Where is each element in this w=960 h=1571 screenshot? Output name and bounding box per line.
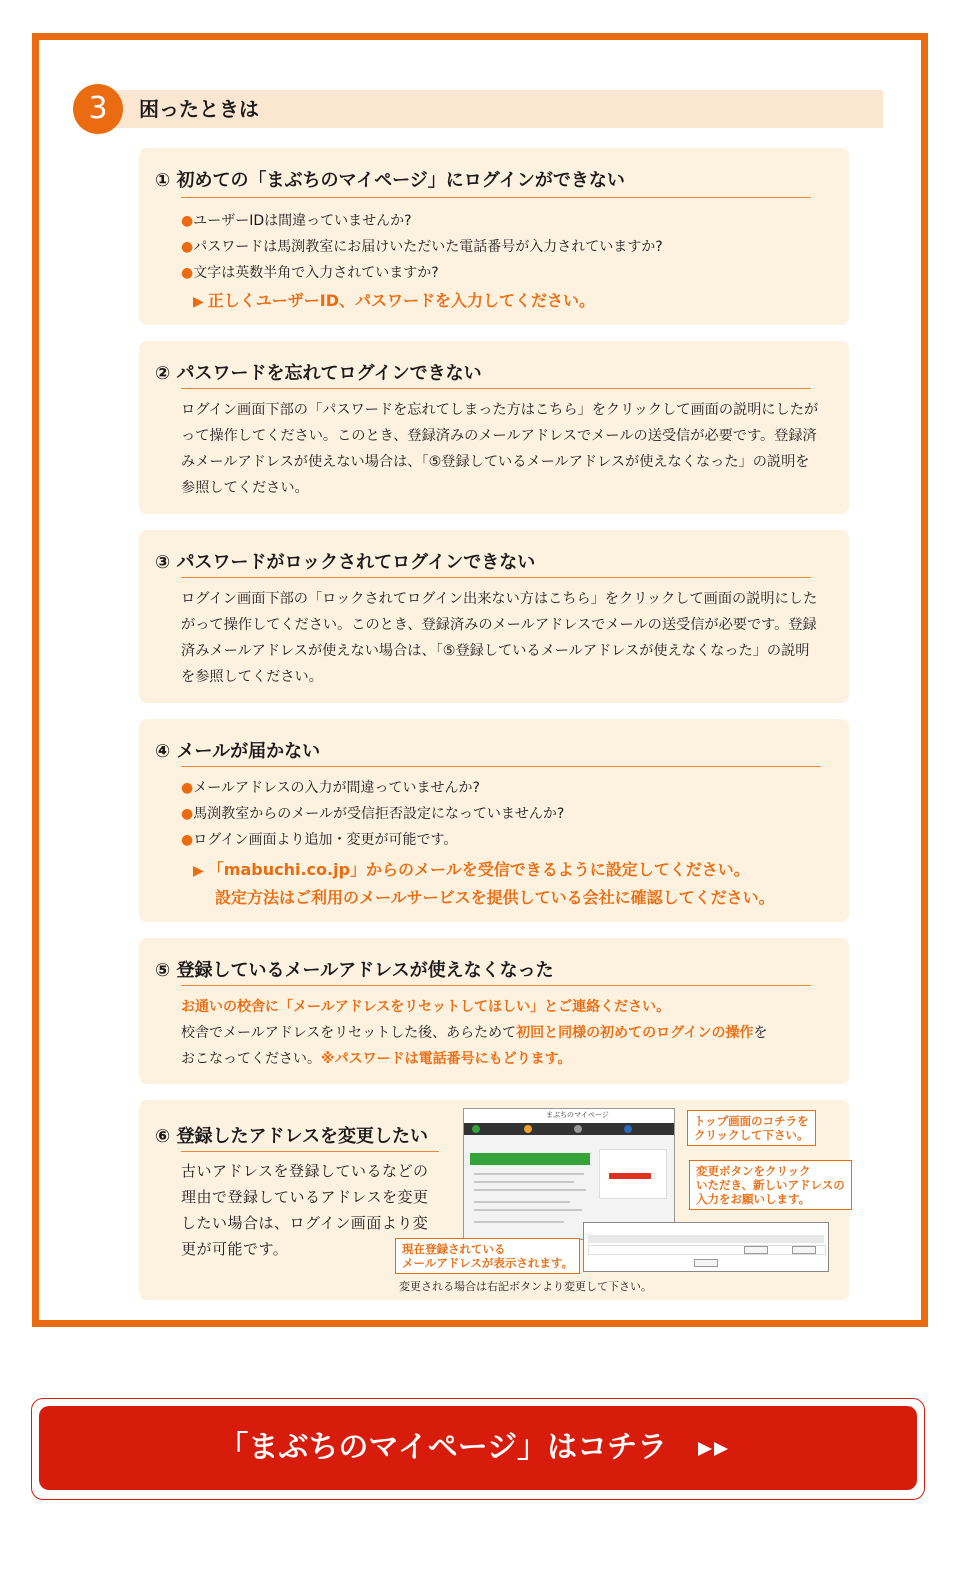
section-title: 困ったときは	[139, 97, 259, 121]
callout-change-button: 変更ボタンをクリック いただき、新しいアドレスの 入力をお願いします。	[689, 1160, 852, 1210]
callout-current-address: 現在登録されている メールアドレスが表示されます。	[395, 1238, 580, 1274]
card-body: ログイン画面下部の「ロックされてログイン出来ない方はこちら」をクリックして画面の説明にしたがって操作してください。このとき、登録済みのメールアドレスでメールの送受信が必要です。登録済みメールアドレスが使えない場合は、「⑤登録しているメールアドレスが使えなくなった」の説明を参照してください。	[181, 591, 818, 685]
card-address-unusable	[139, 938, 849, 1084]
list-item: ●メールアドレスの入力が間違っていませんか?	[181, 780, 480, 796]
divider	[181, 1151, 439, 1152]
list-item: ●ユーザーIDは間違っていませんか?	[181, 213, 412, 229]
section-number-badge: 3	[73, 84, 123, 134]
card-change-address	[139, 1100, 849, 1300]
list-item: ●パスワードは馬渕教室にお届けいただいた電話番号が入力されていますか?	[181, 239, 663, 255]
card-login-first-time	[139, 148, 849, 325]
reset-note-2: おこなってください。※パスワードは電話番号にもどります。	[181, 1051, 572, 1067]
triangle-icon: ▶	[193, 863, 204, 879]
callout-top-screen: トップ画面のコチラを クリックして下さい。	[687, 1110, 816, 1146]
screenshot-nav	[464, 1123, 674, 1135]
screenshot-header	[464, 1109, 674, 1124]
card-title: ③ パスワードがロックされてログインできない	[155, 552, 536, 573]
divider	[181, 766, 821, 767]
screenshot-green-bar	[470, 1153, 590, 1165]
card-title: ⑤ 登録しているメールアドレスが使えなくなった	[155, 960, 554, 981]
double-chevron-right-icon	[698, 1439, 738, 1459]
card-mail-not-arriving	[139, 719, 849, 922]
mypage-link-button[interactable]	[39, 1406, 917, 1490]
screenshot-login-button	[609, 1173, 651, 1179]
action-note-2: 設定方法はご利用のメールサービスを提供している会社に確認してください。	[215, 888, 775, 907]
card-title: ⑥ 登録したアドレスを変更したい	[155, 1126, 428, 1147]
troubleshooting-frame	[32, 33, 928, 1327]
card-body: 古いアドレスを登録しているなどの理由で登録しているアドレスを変更したい場合は、ログイン画面より変更が可能です。	[181, 1162, 429, 1258]
card-body: ログイン画面下部の「パスワードを忘れてしまった方はこちら」をクリックして画面の説明にしたがって操作してください。このとき、登録済みのメールアドレスでメールの送受信が必要です。登録済みメールアドレスが使えない場合は、「⑤登録しているメールアドレスが使えなくなった」の説明を参照してください。	[181, 402, 819, 496]
card-title: ④ メールが届かない	[155, 741, 321, 762]
screenshot-title: まぶちのマイページ	[546, 1111, 609, 1119]
card-title: ② パスワードを忘れてログインできない	[155, 363, 482, 384]
divider	[181, 985, 811, 986]
action-note: ▶ 「mabuchi.co.jp」からのメールを受信できるように設定してください。	[193, 860, 750, 879]
contact-note: お通いの校舎に「メールアドレスをリセットしてほしい」とご連絡ください。	[181, 999, 671, 1015]
card-password-locked	[139, 530, 849, 703]
card-forgot-password	[139, 341, 849, 514]
divider	[181, 577, 811, 578]
card-title: ① 初めての「まぶちのマイページ」にログインができない	[155, 170, 625, 191]
screenshot-caption: 変更される場合は右記ボタンより変更して下さい。	[399, 1280, 652, 1293]
triangle-icon: ▶	[193, 294, 204, 310]
cta-label: 「まぶちのマイページ」はコチラ	[218, 1430, 668, 1465]
action-note: ▶ 正しくユーザーID、パスワードを入力してください。	[193, 291, 596, 310]
address-table-screenshot	[583, 1222, 829, 1272]
list-item: ●文字は英数半角で入力されていますか?	[181, 265, 439, 281]
list-item: ●馬渕教室からのメールが受信拒否設定になっていませんか?	[181, 806, 565, 822]
reset-note: 校舎でメールアドレスをリセットした後、あらためて初回と同様の初めてのログインの操作を	[181, 1025, 768, 1041]
divider	[181, 197, 811, 198]
divider	[181, 388, 811, 389]
list-item: ●ログイン画面より追加・変更が可能です。	[181, 832, 458, 848]
mypage-screenshot	[463, 1108, 675, 1240]
